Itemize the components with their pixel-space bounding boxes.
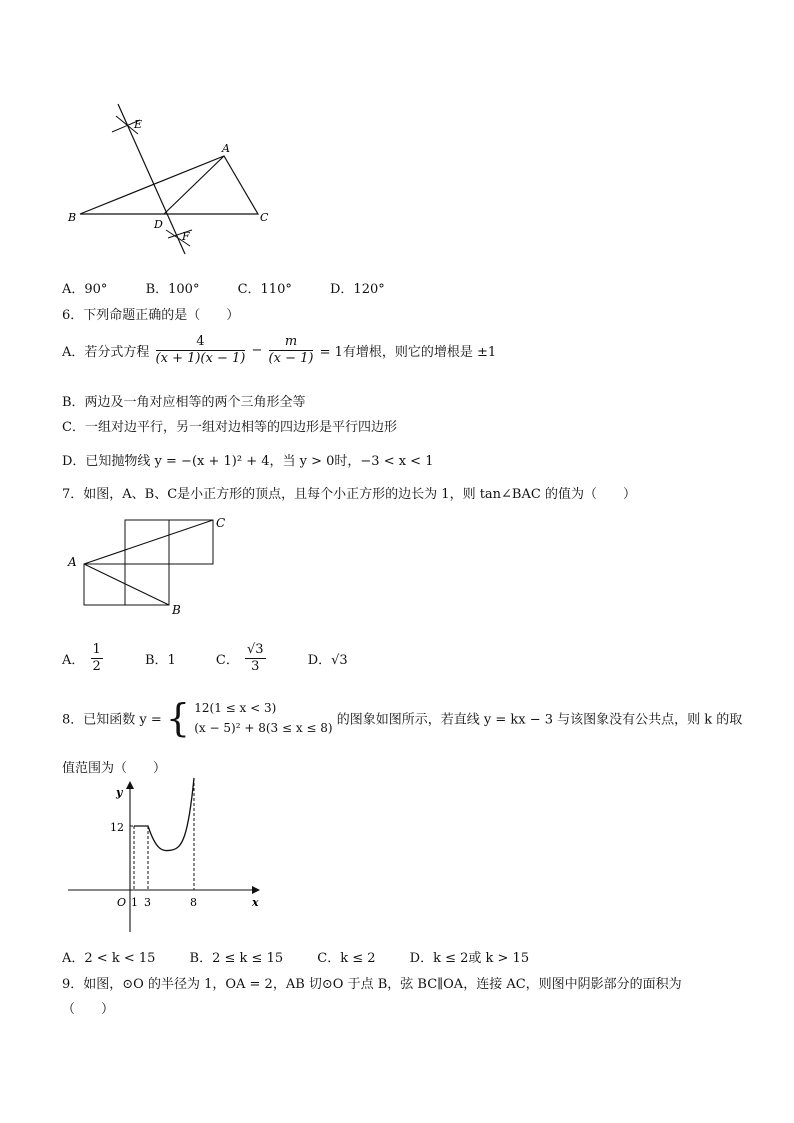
origin-label: O [117, 896, 127, 909]
segment-ac [84, 520, 213, 564]
grid-square-bottom-1 [84, 564, 125, 605]
q8-prefix: 8．已知函数 y = [62, 712, 162, 728]
q6-option-a-prefix: A．若分式方程 [62, 345, 150, 360]
label-e: E [134, 118, 143, 131]
q7-option-a-prefix: A． [62, 653, 85, 668]
y-axis-label: y [116, 786, 123, 799]
question-5-figure [60, 98, 280, 258]
question-7-options [62, 642, 348, 675]
function-curve [134, 778, 194, 851]
q5-option-d[interactable]: D．120° [330, 282, 385, 297]
q7-option-c[interactable] [216, 642, 268, 675]
label-a: A [222, 142, 230, 155]
tick-label-12: 12 [110, 821, 124, 834]
question-7-stem: 7．如图，A、B、C是小正方形的顶点，且每个小正方形的边长为 1，则 tan∠BAC 的值为（ ） [62, 487, 636, 502]
q5-option-a[interactable]: A．90° [62, 282, 108, 297]
q6-fraction-1-denominator: (x + 1)(x − 1) [155, 351, 246, 366]
tick-label-8: 8 [190, 896, 197, 909]
q6-fraction-1-numerator: 4 [156, 334, 246, 351]
q6-fraction-2-denominator: (x − 1) [268, 351, 314, 366]
x-axis-label: x [252, 896, 259, 909]
q7-option-b[interactable]: B．1 [144, 653, 176, 668]
q7-option-d[interactable]: D．√3 [307, 653, 348, 668]
piecewise-cases [194, 698, 332, 738]
label-c: C [216, 516, 226, 530]
y-axis-arrow [126, 781, 134, 789]
label-c: C [260, 211, 269, 224]
question-9-stem-line-2: （ ） [62, 1002, 115, 1017]
q8-option-a[interactable]: A．2 < k < 15 [62, 951, 156, 966]
q7-option-a-numerator: 1 [92, 642, 101, 657]
q6-fraction-2 [269, 334, 314, 367]
q6-fraction-2-numerator: m [269, 334, 314, 351]
q6-option-b[interactable]: B．两边及一角对应相等的两个三角形全等 [62, 395, 306, 410]
q5-option-c[interactable]: C．110° [237, 282, 292, 297]
q7-option-a[interactable] [62, 642, 105, 675]
grid-square-bottom-2 [125, 564, 169, 605]
q8-option-c[interactable]: C．k ≤ 2 [317, 951, 376, 966]
q8-suffix: 的图象如图所示，若直线 y = kx − 3 与该图象没有公共点，则 k 的取 [336, 712, 743, 728]
question-5-options [62, 278, 419, 297]
question-6-stem: 6．下列命题正确的是（ ） [62, 308, 240, 323]
question-8-stem-line-2: 值范围为（ ） [62, 761, 167, 776]
label-f: F [182, 230, 190, 243]
q8-option-b[interactable]: B．2 ≤ k ≤ 15 [189, 951, 284, 966]
q7-option-a-fraction [91, 642, 103, 675]
question-8-stem [62, 698, 742, 738]
x-axis-arrow [252, 886, 260, 894]
q7-option-c-prefix: C． [215, 653, 239, 668]
label-d: D [154, 218, 163, 231]
question-7-grid-figure [60, 508, 240, 620]
q6-option-a[interactable] [62, 334, 496, 367]
label-b: B [68, 211, 77, 224]
question-9-stem: 9．如图，⊙O 的半径为 1，OA = 2，AB 切⊙O 于点 B，弦 BC∥OA，连接 AC，则图中阴影部分的面积为 [62, 977, 682, 992]
q7-option-c-denominator: 3 [251, 659, 260, 674]
q7-option-c-fraction [245, 642, 266, 675]
grid-square-top-2 [169, 520, 213, 564]
q6-option-a-suffix: = 1有增根，则它的增根是 ±1 [319, 345, 497, 360]
q6-fraction-1 [156, 334, 246, 367]
q6-option-c[interactable]: C．一组对边平行，另一组对边相等的四边形是平行四边形 [62, 420, 397, 435]
triangle-abc [80, 156, 258, 214]
piecewise-case-1: 12(1 ≤ x < 3) [194, 701, 277, 715]
question-8-options [62, 947, 563, 966]
label-a: A [68, 555, 77, 569]
label-b: B [172, 603, 181, 617]
q6-option-d[interactable]: D．已知抛物线 y = −(x + 1)² + 4，当 y > 0时，−3 < x < 1 [62, 454, 434, 469]
q5-option-b[interactable]: B．100° [145, 282, 200, 297]
q7-option-c-numerator: √3 [247, 642, 264, 657]
tick-label-1: 1 [131, 896, 138, 909]
segment-ad [164, 156, 224, 214]
q7-option-a-denominator: 2 [92, 659, 101, 674]
tick-label-3: 3 [144, 896, 151, 909]
piecewise-brace: { [165, 696, 191, 740]
q6-minus-sign: − [251, 343, 263, 358]
segment-ab [84, 564, 169, 605]
question-8-graph [60, 776, 270, 938]
q8-option-d[interactable]: D．k ≤ 2或 k > 15 [409, 951, 530, 966]
piecewise-case-2: (x − 5)² + 8(3 ≤ x ≤ 8) [194, 721, 333, 735]
